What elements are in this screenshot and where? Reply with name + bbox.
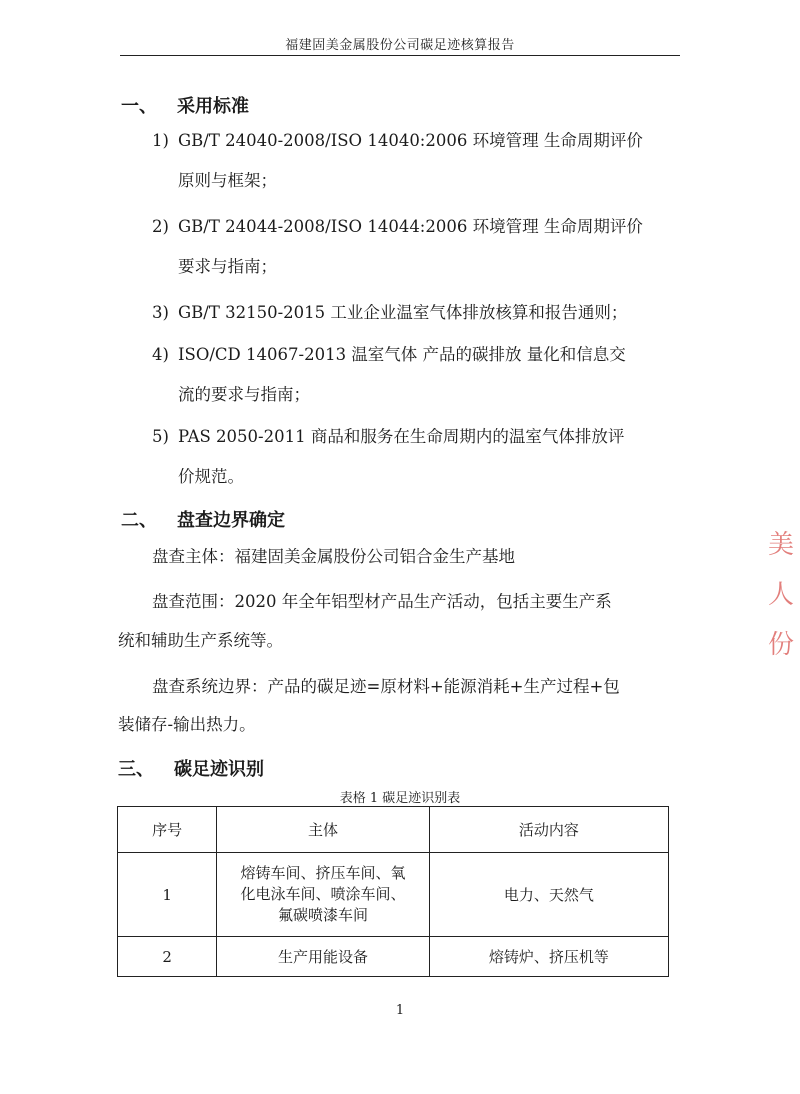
- item-marker: 5): [152, 427, 169, 446]
- seal-stamp: [768, 520, 800, 670]
- cell-subject-line: 熔铸车间、挤压车间、氧: [240, 864, 406, 882]
- stamp-char: 人: [768, 580, 795, 610]
- item-marker: 4): [152, 345, 169, 364]
- item-marker: 1): [152, 131, 169, 150]
- section-heading-standards: [121, 92, 249, 118]
- cell-activity: 熔铸炉、挤压机等: [429, 937, 668, 977]
- section-number: 一、: [121, 96, 157, 117]
- section-heading-identification: [118, 755, 264, 781]
- table-row: [118, 937, 669, 977]
- cell-subject: 生产用能设备: [217, 937, 429, 977]
- section-heading-boundary: [121, 506, 285, 532]
- header-subject: 主体: [217, 807, 429, 853]
- item-text-cont: 流的要求与指南；: [178, 385, 310, 404]
- cell-seq: 1: [118, 853, 217, 937]
- item-marker: 2): [152, 217, 169, 236]
- item-text: GB/T 32150-2015 工业企业温室气体排放核算和报告通则；: [178, 303, 628, 322]
- inventory-scope: 盘查范围：2020 年全年铝型材产品生产活动，包括主要生产系: [152, 592, 612, 611]
- item-text: ISO/CD 14067-2013 温室气体 产品的碳排放 量化和信息交: [178, 345, 626, 364]
- inventory-boundary: 盘查系统边界：产品的碳足迹=原材料+能源消耗+生产过程+包: [152, 677, 620, 696]
- inventory-scope-cont: 统和辅助生产系统等。: [118, 631, 283, 650]
- section-number: 二、: [121, 510, 157, 531]
- cell-activity: 电力、天然气: [429, 853, 668, 937]
- item-marker: 3): [152, 303, 169, 322]
- item-text-cont: 价规范。: [178, 467, 244, 486]
- header-activity: 活动内容: [429, 807, 668, 853]
- table-row: [118, 853, 669, 937]
- inventory-boundary-cont: 装储存-输出热力。: [118, 715, 256, 734]
- section-title: 盘查边界确定: [177, 510, 285, 531]
- stamp-char: 美: [768, 530, 795, 560]
- running-header: 福建固美金属股份公司碳足迹核算报告: [285, 38, 515, 53]
- inventory-subject: 盘查主体：福建固美金属股份公司铝合金生产基地: [152, 547, 515, 566]
- section-title: 碳足迹识别: [174, 759, 264, 780]
- cell-seq: 2: [118, 937, 217, 977]
- section-number: 三、: [118, 759, 154, 780]
- header-rule: [120, 55, 680, 56]
- item-text: GB/T 24040-2008/ISO 14040:2006 环境管理 生命周期评价: [178, 131, 643, 150]
- item-text-cont: 要求与指南；: [178, 257, 277, 276]
- item-text-cont: 原则与框架；: [178, 171, 277, 190]
- page-number: 1: [395, 1003, 405, 1018]
- item-text: PAS 2050-2011 商品和服务在生命周期内的温室气体排放评: [178, 427, 625, 446]
- header-seq: 序号: [118, 807, 217, 853]
- table-caption: 表格 1 碳足迹识别表: [339, 791, 461, 806]
- carbon-footprint-table: [117, 806, 669, 977]
- table-header-row: [118, 807, 669, 853]
- stamp-char: 份: [768, 630, 795, 660]
- item-text: GB/T 24044-2008/ISO 14044:2006 环境管理 生命周期评价: [178, 217, 643, 236]
- section-title: 采用标准: [177, 96, 249, 117]
- cell-subject: [217, 853, 429, 937]
- cell-subject-line: 化电泳车间、喷涂车间、: [240, 885, 406, 903]
- cell-subject-line: 氟碳喷漆车间: [278, 906, 369, 924]
